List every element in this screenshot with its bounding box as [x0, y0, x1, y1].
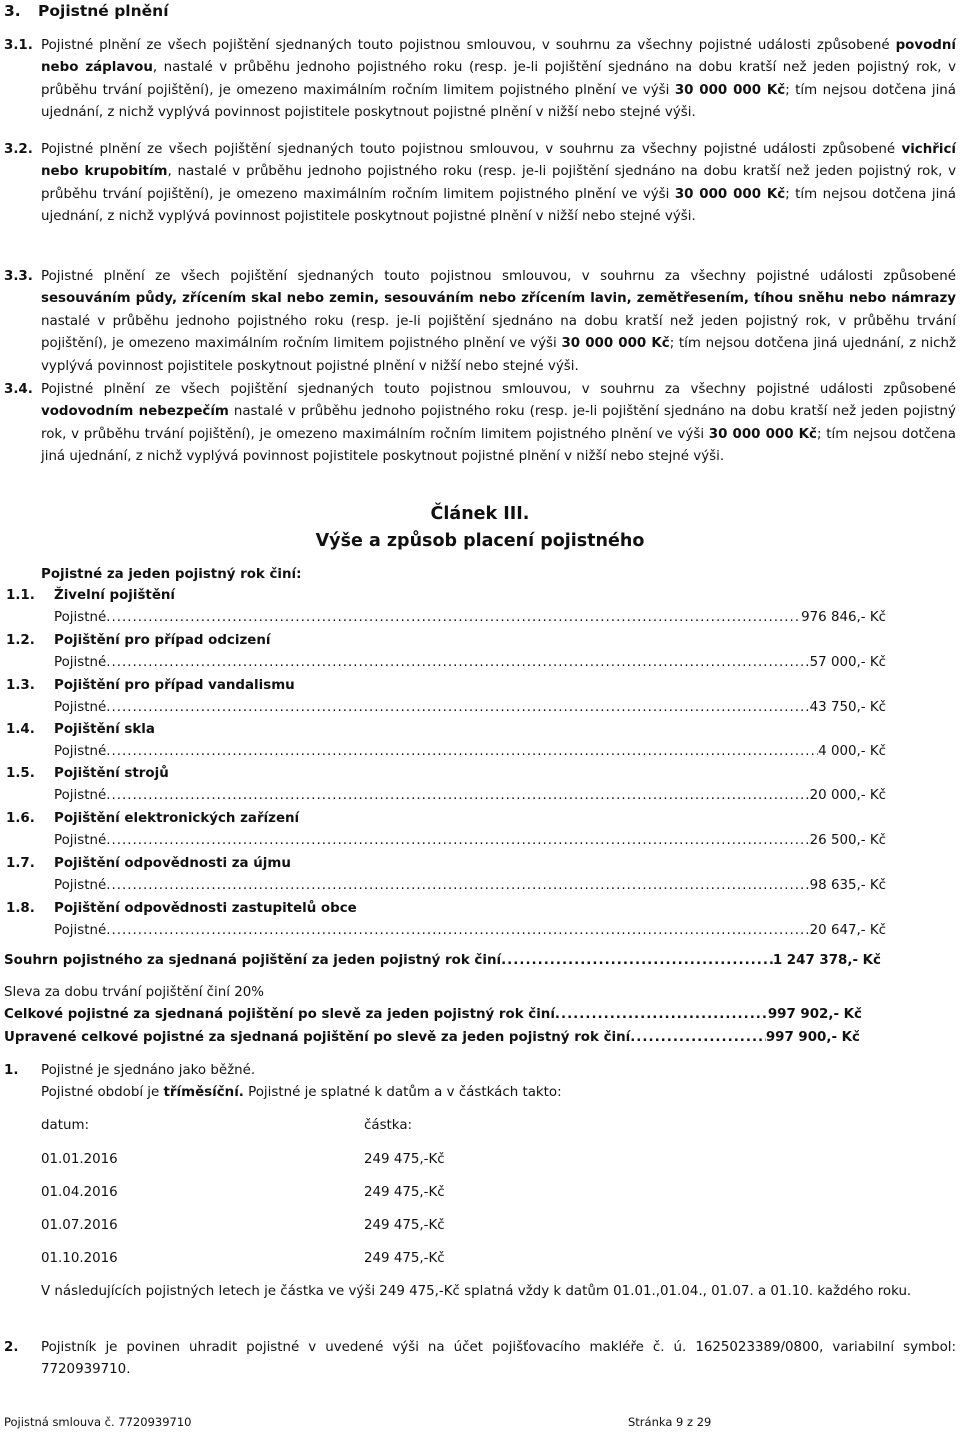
premium-value: 57 000,- Kč [809, 655, 886, 670]
premium-number: 1.2. [6, 633, 35, 648]
article-subheading: Výše a způsob placení pojistného [315, 531, 645, 551]
point-text [41, 266, 956, 378]
premium-row-label: Pojistné [54, 923, 107, 938]
schedule-date: 01.07.2016 [41, 1218, 118, 1233]
premium-row-label: Pojistné [54, 744, 107, 759]
section-number: 3. [4, 2, 21, 20]
point-emphasis: sesouváním půdy, zřícením skal nebo zemin, sesouváním nebo zřícením lavin, zemětřesením, tíhou sněhu nebo námrazy [41, 291, 956, 307]
premium-number: 1.1. [6, 588, 35, 603]
point-3-3 [4, 266, 956, 378]
premium-row-label: Pojistné [54, 610, 107, 625]
premium-value: 20 000,- Kč [809, 788, 886, 803]
leader-dots [501, 950, 773, 972]
following-years-note: V následujících pojistných letech je částka ve výši 249 475,-Kč splatná vždy k datům 01.01.,01.04., 01.07. a 01.10. každého roku. [41, 1284, 912, 1299]
point-text-run: Pojistné plnění ze všech pojištění sjednaných touto pojistnou smlouvou, v souhrnu za všechny pojistné události způsobené [41, 142, 902, 157]
point-text-run: , nastalé v průběhu jednoho pojistného roku (resp. je-li pojištění sjednáno na dobu kratší než jeden pojistný rok, v průběhu trvání pojištění), je omezeno maximálním ročním limitem pojistného plnění ve výši [41, 164, 956, 202]
premium-value: 20 647,- Kč [809, 923, 886, 938]
premium-value: 43 750,- Kč [809, 700, 886, 715]
point-text-run: , nastalé v průběhu jednoho pojistného roku (resp. je-li pojištění sjednáno na dobu kratší než jeden pojistný rok, v průběhu trvání pojištění), je omezeno maximálním ročním limitem pojistného plnění ve výši [41, 60, 956, 98]
schedule-date: 01.04.2016 [41, 1185, 118, 1200]
point-emphasis: povodní nebo záplavou [41, 38, 956, 76]
adjusted-total-label: Upravené celkové pojistné za sjednaná pojištění po slevě za jeden pojistný rok činí [4, 1030, 631, 1045]
premium-number: 1.8. [6, 901, 35, 916]
premium-row-label: Pojistné [54, 788, 107, 803]
schedule-amount-header: částka: [364, 1118, 413, 1133]
premium-title: Pojištění pro případ odcizení [54, 633, 271, 648]
premium-row [54, 920, 886, 942]
point-text-run: ; tím nejsou dotčena jiná ujednání, z nichž vyplývá povinnost pojistitele poskytnout pojistné plnění v nižší nebo stejné výši. [41, 336, 956, 374]
leader-dots [106, 875, 809, 897]
point-text-run: Pojistné plnění ze všech pojištění sjednaných touto pojistnou smlouvou, v souhrnu za všechny pojistné události způsobené [41, 269, 956, 284]
point-text-run: ; tím nejsou dotčena jiná ujednání, z nichž vyplývá povinnost pojistitele poskytnout pojistné plnění v nižší nebo stejné výši. [41, 426, 956, 465]
premium-row-label: Pojistné [54, 700, 107, 715]
schedule-amount: 249 475,-Kč [364, 1251, 445, 1266]
leader-dots [106, 697, 809, 719]
premium-number: 1.6. [6, 811, 35, 826]
point-text-run: nastalé v průběhu jednoho pojistného roku (resp. je-li pojištění sjednáno na dobu kratší než jeden pojistný rok, v průběhu trvání pojištění), je omezeno maximálním ročním limitem pojistného plnění ve výši [41, 313, 956, 352]
leader-dots [106, 652, 809, 674]
schedule-amount: 249 475,-Kč [364, 1152, 445, 1167]
point-emphasis: vodovodním nebezpečím [41, 404, 229, 420]
premium-number: 1.7. [6, 856, 35, 871]
point-text-run: Pojistné plnění ze všech pojištění sjednaných touto pojistnou smlouvou, v souhrnu za všechny pojistné události způsobené [41, 382, 956, 397]
payment-item-2 [4, 1337, 956, 1382]
premium-row [54, 785, 886, 807]
point-text [41, 379, 956, 469]
footer-page-number: Stránka 9 z 29 [628, 1415, 712, 1429]
point-text-run: ; tím nejsou dotčena jiná ujednání, z nichž vyplývá povinnost pojistitele poskytnout pojistné plnění v nižší nebo stejné výši. [41, 82, 956, 121]
after-discount-row [4, 1004, 862, 1026]
discount-line: Sleva za dobu trvání pojištění činí 20% [4, 985, 264, 1000]
premiums-intro: Pojistné za jeden pojistný rok činí: [41, 567, 302, 582]
after-discount-value: 997 902,- Kč [767, 1007, 862, 1022]
payment-account-text: Pojistník je povinen uhradit pojistné v uvedené výši na účet pojišťovacího makléře č. ú. 1625023389/0800, variabilní symbol: 7720939710. [41, 1340, 956, 1378]
schedule-date: 01.01.2016 [41, 1152, 118, 1167]
premium-title: Pojištění pro případ vandalismu [54, 678, 295, 693]
point-emphasis: 30 000 000 Kč [561, 336, 670, 352]
leader-dots [106, 607, 801, 629]
leader-dots [106, 741, 818, 763]
point-number: 3.1. [4, 38, 33, 53]
payment-period-line [41, 1082, 956, 1104]
payment-type-line: Pojistné je sjednáno jako běžné. [41, 1063, 256, 1078]
premium-row-label: Pojistné [54, 833, 107, 848]
adjusted-total-value: 997 900,- Kč [765, 1030, 860, 1045]
premium-title: Pojištění elektronických zařízení [54, 811, 300, 826]
section-title: Pojistné plnění [38, 2, 169, 20]
point-text-run: nastalé v průběhu jednoho pojistného roku (resp. je-li pojištění sjednáno na dobu kratší než jeden pojistný rok, v průběhu trvání pojištění), je omezeno maximálním ročním limitem pojistného plnění ve výši [41, 404, 956, 442]
section-heading [4, 0, 169, 22]
point-text [41, 35, 956, 125]
point-3-2 [4, 139, 956, 229]
adjusted-total-row [4, 1027, 860, 1049]
payment-period-bold: tříměsíční. [163, 1085, 244, 1101]
schedule-amount: 249 475,-Kč [364, 1218, 445, 1233]
premium-row [54, 830, 886, 852]
schedule-amount: 249 475,-Kč [364, 1185, 445, 1200]
premium-number: 1.3. [6, 678, 35, 693]
premium-value: 26 500,- Kč [809, 833, 886, 848]
point-number: 3.4. [4, 382, 33, 397]
point-text-run: Pojistné plnění ze všech pojištění sjednaných touto pojistnou smlouvou, v souhrnu za všechny pojistné události způsobené [41, 38, 896, 53]
article-heading: Článek III. [430, 504, 530, 524]
premium-title: Pojištění strojů [54, 766, 169, 781]
payment-period-post: Pojistné je splatné k datům a v částkách takto: [243, 1085, 562, 1101]
schedule-date: 01.10.2016 [41, 1251, 118, 1266]
total-sum-value: 1 247 378,- Kč [772, 953, 881, 968]
premium-row [54, 741, 886, 763]
premium-title: Pojištění odpovědnosti za újmu [54, 856, 291, 871]
leader-dots [106, 785, 809, 807]
premium-number: 1.4. [6, 722, 35, 737]
list-number: 2. [4, 1340, 19, 1355]
leader-dots [106, 830, 809, 852]
payment-period-pre: Pojistné období je [41, 1085, 164, 1101]
premium-title: Pojištění odpovědnosti zastupitelů obce [54, 901, 357, 916]
point-3-1 [4, 35, 956, 125]
leader-dots [630, 1027, 766, 1049]
point-emphasis: 30 000 000 Kč [674, 82, 786, 98]
point-3-4 [4, 379, 956, 469]
leader-dots [555, 1004, 768, 1026]
premium-row [54, 607, 886, 629]
point-emphasis: 30 000 000 Kč [674, 186, 786, 202]
premium-row [54, 697, 886, 719]
payment-item-1 [4, 1060, 956, 1105]
premium-title: Pojištění skla [54, 722, 155, 737]
premium-row [54, 652, 886, 674]
premium-row [54, 875, 886, 897]
premium-row-label: Pojistné [54, 878, 107, 893]
after-discount-label: Celkové pojistné za sjednaná pojištění po slevě za jeden pojistný rok činí [4, 1007, 555, 1022]
point-number: 3.2. [4, 142, 33, 157]
point-emphasis: vichřicí nebo krupobitím [41, 142, 956, 180]
total-sum-label: Souhrn pojistného za sjednaná pojištění za jeden pojistný rok činí [4, 953, 502, 968]
premium-row-label: Pojistné [54, 655, 107, 670]
premium-number: 1.5. [6, 766, 35, 781]
premium-value: 4 000,- Kč [818, 744, 886, 759]
list-number: 1. [4, 1063, 19, 1078]
total-sum-row [4, 950, 881, 972]
schedule-date-header: datum: [41, 1118, 89, 1133]
point-text [41, 139, 956, 229]
footer-contract-number: Pojistná smlouva č. 7720939710 [4, 1415, 192, 1429]
point-number: 3.3. [4, 269, 33, 284]
premium-title: Živelní pojištění [54, 588, 176, 603]
premium-value: 98 635,- Kč [809, 878, 886, 893]
point-emphasis: 30 000 000 Kč [708, 426, 817, 442]
premium-value: 976 846,- Kč [801, 610, 886, 625]
leader-dots [106, 920, 809, 942]
point-text-run: ; tím nejsou dotčena jiná ujednání, z nichž vyplývá povinnost pojistitele poskytnout pojistné plnění v nižší nebo stejné výši. [41, 186, 956, 225]
